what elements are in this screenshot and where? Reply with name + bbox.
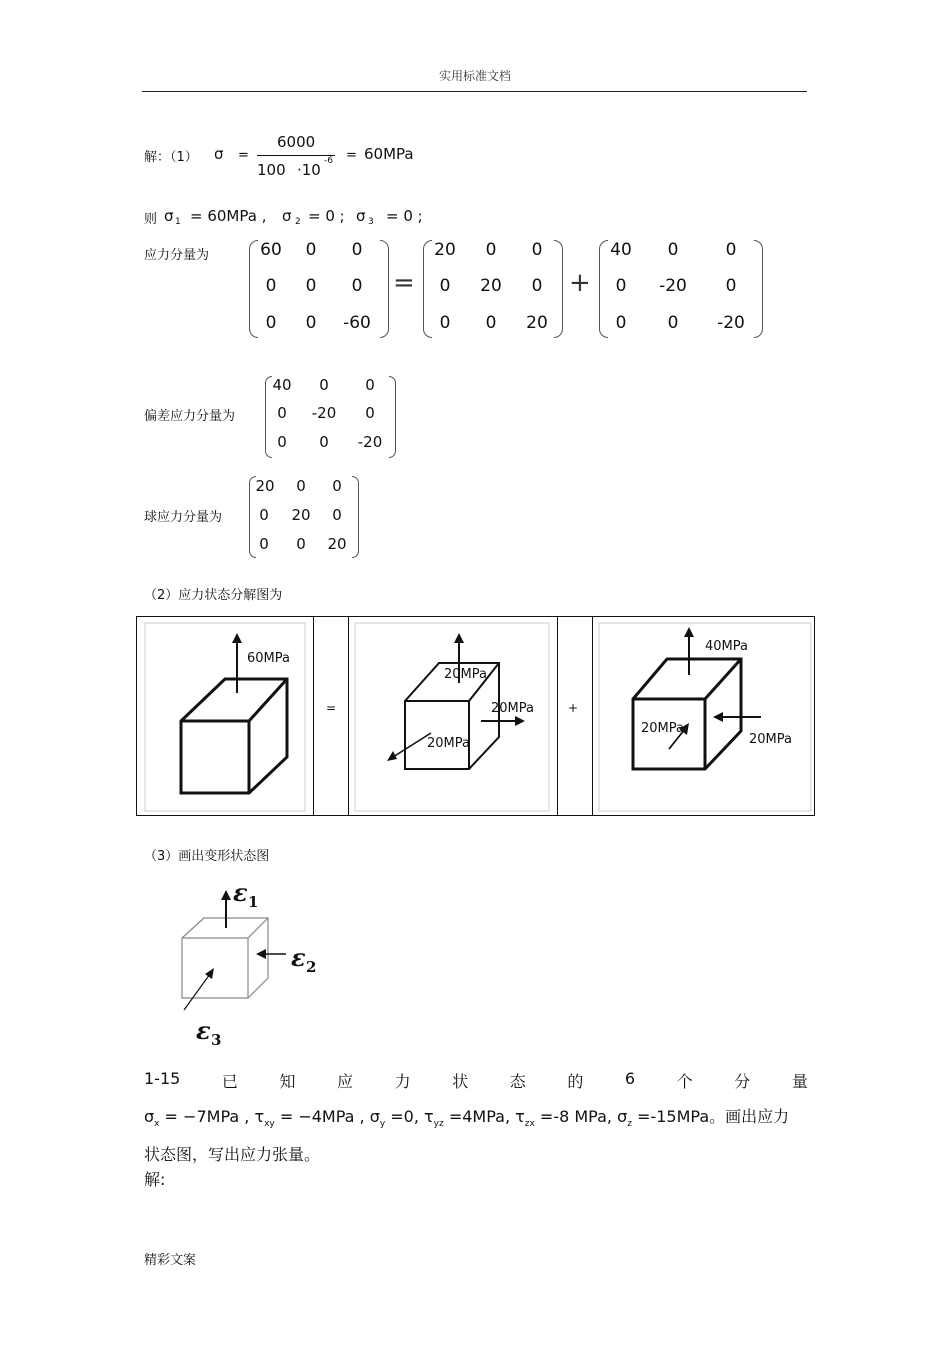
problem-char: 的 xyxy=(567,1072,584,1091)
plus-operator: + xyxy=(569,268,591,298)
matrix-cell: 0 xyxy=(259,535,269,553)
solution-prefix: 解：（1） xyxy=(144,150,198,165)
matrix-cell: 0 xyxy=(319,376,329,394)
matrix-cell: 20 xyxy=(255,477,275,495)
fraction-denominator: 100 xyxy=(257,161,286,179)
matrix-cell: 0 xyxy=(725,240,737,260)
problem-char: 态 xyxy=(509,1072,526,1091)
matrix-cell: 0 xyxy=(296,477,306,495)
sigma-x-value: = −7MPa , xyxy=(159,1107,250,1126)
panel-deviatoric-stress xyxy=(593,617,815,816)
matrix-cell: 0 xyxy=(259,506,269,524)
problem-char: 个 xyxy=(676,1072,693,1091)
deviatoric-label: 偏差应力分量为 xyxy=(144,409,236,424)
matrix-cell: 0 xyxy=(365,404,375,422)
panel-spherical-stress xyxy=(349,617,558,816)
panel1-stress-label: 60MPa xyxy=(247,651,290,666)
sigma-z-subscript: z xyxy=(627,1119,632,1130)
dev-right-bracket xyxy=(389,376,396,458)
tau-zx-symbol: τ xyxy=(515,1107,525,1126)
sigma-y-subscript: y xyxy=(379,1119,386,1130)
fraction-exponent: -6 xyxy=(324,156,333,166)
plus-sign-cell: + xyxy=(568,701,579,715)
deviatoric-matrix xyxy=(270,376,388,456)
matrix-cell: 0 xyxy=(615,276,627,296)
matrix-cell: 20 xyxy=(480,276,502,296)
tau-yz-subscript: yz xyxy=(433,1119,444,1130)
strain-e1-symbol: ε xyxy=(233,878,248,907)
tau-yz-value: =4MPa, xyxy=(443,1107,511,1126)
sigma-z-symbol: σ xyxy=(617,1107,628,1126)
sigma2-value: = 0 ; xyxy=(308,207,345,225)
matrix2-right-bracket xyxy=(554,240,563,338)
panel3-label-depth: 20MPa xyxy=(641,721,684,736)
cube-figure-2 xyxy=(349,617,557,815)
matrix-cell: 0 xyxy=(305,313,317,333)
sigma-x-symbol: σ xyxy=(144,1107,155,1126)
tau-xy-value: = −4MPa , xyxy=(274,1107,365,1126)
matrix-cell: -20 xyxy=(311,404,337,422)
problem-char: 力 xyxy=(394,1072,411,1091)
equals-sign-2: = xyxy=(346,148,357,163)
matrix-cell: 60 xyxy=(260,240,282,260)
matrix-cell: 40 xyxy=(272,376,292,394)
sigma-y-value: =0, xyxy=(385,1107,419,1126)
matrix-cell: 0 xyxy=(351,240,363,260)
problem-char: 分 xyxy=(734,1072,751,1091)
matrix-cell: 0 xyxy=(667,313,679,333)
decomposition-table xyxy=(136,616,815,816)
sigma2-symbol: σ xyxy=(282,207,292,225)
matrix3-right-bracket xyxy=(754,240,763,338)
problem-char: 知 xyxy=(279,1072,296,1091)
matrix-cell: 0 xyxy=(305,276,317,296)
stress-matrix xyxy=(255,240,380,336)
problem-statement-line1 xyxy=(144,1069,808,1092)
spherical-matrix xyxy=(253,477,351,557)
matrix-cell: 0 xyxy=(332,506,342,524)
panel2-label-vertical: 20MPa xyxy=(444,667,487,682)
problem-number: 1-15 xyxy=(144,1069,181,1088)
problem-char: 应 xyxy=(337,1072,354,1091)
fraction-numerator: 6000 xyxy=(277,133,316,151)
tau-xy-subscript: xy xyxy=(264,1119,275,1130)
matrix-cell: -20 xyxy=(659,276,687,296)
matrix-cell: 0 xyxy=(725,276,737,296)
matrix-cell: 40 xyxy=(610,240,632,260)
sigma3-symbol: σ xyxy=(356,207,366,225)
part3-title: （3）画出变形状态图 xyxy=(144,849,270,864)
matrix-cell: 20 xyxy=(526,313,548,333)
strain-e1-subscript: 1 xyxy=(248,893,259,911)
matrix-cell: 0 xyxy=(305,240,317,260)
matrix-cell: 0 xyxy=(277,433,287,451)
sigma-y-symbol: σ xyxy=(369,1107,380,1126)
matrix-cell: 0 xyxy=(531,276,543,296)
sigma3-value: = 0 ; xyxy=(386,207,423,225)
problem-tail: 。画出应力 xyxy=(709,1107,790,1126)
answer-label: 解: xyxy=(144,1170,166,1189)
sigma1-value: = 60MPa , xyxy=(190,207,267,225)
sigma-z-value: =-15MPa xyxy=(631,1107,710,1126)
strain-e2-symbol: ε xyxy=(291,943,306,972)
sph-right-bracket xyxy=(352,476,359,558)
matrix-cell: 0 xyxy=(667,240,679,260)
matrix-cell: 0 xyxy=(265,313,277,333)
panel3-label-horizontal: 20MPa xyxy=(749,732,792,747)
panel2-label-horizontal: 20MPa xyxy=(491,701,534,716)
page-header: 实用标准文档 xyxy=(438,69,511,83)
strain-e3-symbol: ε xyxy=(196,1016,211,1045)
problem-char: 6 xyxy=(624,1069,636,1088)
equals-sign: = xyxy=(238,148,249,163)
strain-e2-subscript: 2 xyxy=(306,958,317,976)
matrix-cell: -20 xyxy=(717,313,745,333)
header-rule xyxy=(142,91,807,92)
sigma1-subscript: 1 xyxy=(175,217,181,227)
matrix-cell: 0 xyxy=(485,313,497,333)
panel2-label-depth: 20MPa xyxy=(427,736,470,751)
matrix-cell: 0 xyxy=(319,433,329,451)
sigma1-symbol: σ xyxy=(164,207,174,225)
fraction-denominator-multiplier: ·10 xyxy=(297,161,321,179)
sigma-symbol: σ xyxy=(214,145,224,163)
plus-cell xyxy=(558,617,593,816)
tau-zx-value: =-8 MPa, xyxy=(534,1107,612,1126)
stress-components-label: 应力分量为 xyxy=(144,248,210,263)
strain-e3-subscript: 3 xyxy=(211,1031,222,1049)
equals-operator: = xyxy=(393,268,415,298)
matrix-cell: 0 xyxy=(485,240,497,260)
problem-char: 已 xyxy=(221,1072,238,1091)
problem-statement-line3: 状态图，写出应力张量。 xyxy=(144,1145,321,1164)
matrix-cell: 0 xyxy=(615,313,627,333)
matrix-cell: -60 xyxy=(343,313,371,333)
panel-total-stress xyxy=(137,617,314,816)
principal-label: 则 xyxy=(144,212,158,227)
matrix-cell: 0 xyxy=(365,376,375,394)
matrix-cell: 0 xyxy=(351,276,363,296)
problem-char: 量 xyxy=(791,1072,808,1091)
equals-sign-cell: = xyxy=(326,701,337,715)
spherical-part-matrix xyxy=(429,240,554,336)
matrix-cell: 0 xyxy=(296,535,306,553)
tau-zx-subscript: zx xyxy=(524,1119,535,1130)
matrix-cell: 20 xyxy=(434,240,456,260)
equals-cell xyxy=(314,617,349,816)
panel3-label-vertical: 40MPa xyxy=(705,639,748,654)
problem-statement-line2 xyxy=(144,1104,789,1129)
sigma-x-subscript: x xyxy=(154,1119,160,1130)
deviatoric-part-matrix xyxy=(605,240,755,336)
matrix-cell: 0 xyxy=(439,313,451,333)
page-footer: 精彩文案 xyxy=(144,1253,197,1268)
matrix-cell: 20 xyxy=(327,535,347,553)
spherical-label: 球应力分量为 xyxy=(144,510,223,525)
cube-figure-1 xyxy=(137,617,313,815)
matrix-cell: 0 xyxy=(332,477,342,495)
stress-result: 60MPa xyxy=(364,145,414,163)
matrix-cell: 0 xyxy=(439,276,451,296)
part2-title: （2）应力状态分解图为 xyxy=(144,588,283,603)
matrix1-right-bracket xyxy=(380,240,389,338)
sigma3-subscript: 3 xyxy=(368,217,374,227)
tau-xy-symbol: τ xyxy=(254,1107,265,1126)
sigma2-subscript: 2 xyxy=(295,217,301,227)
problem-char: 状 xyxy=(452,1072,469,1091)
tau-yz-symbol: τ xyxy=(424,1107,434,1126)
matrix-cell: -20 xyxy=(357,433,383,451)
matrix-cell: 20 xyxy=(291,506,311,524)
matrix-cell: 0 xyxy=(265,276,277,296)
matrix-cell: 0 xyxy=(277,404,287,422)
matrix-cell: 0 xyxy=(531,240,543,260)
